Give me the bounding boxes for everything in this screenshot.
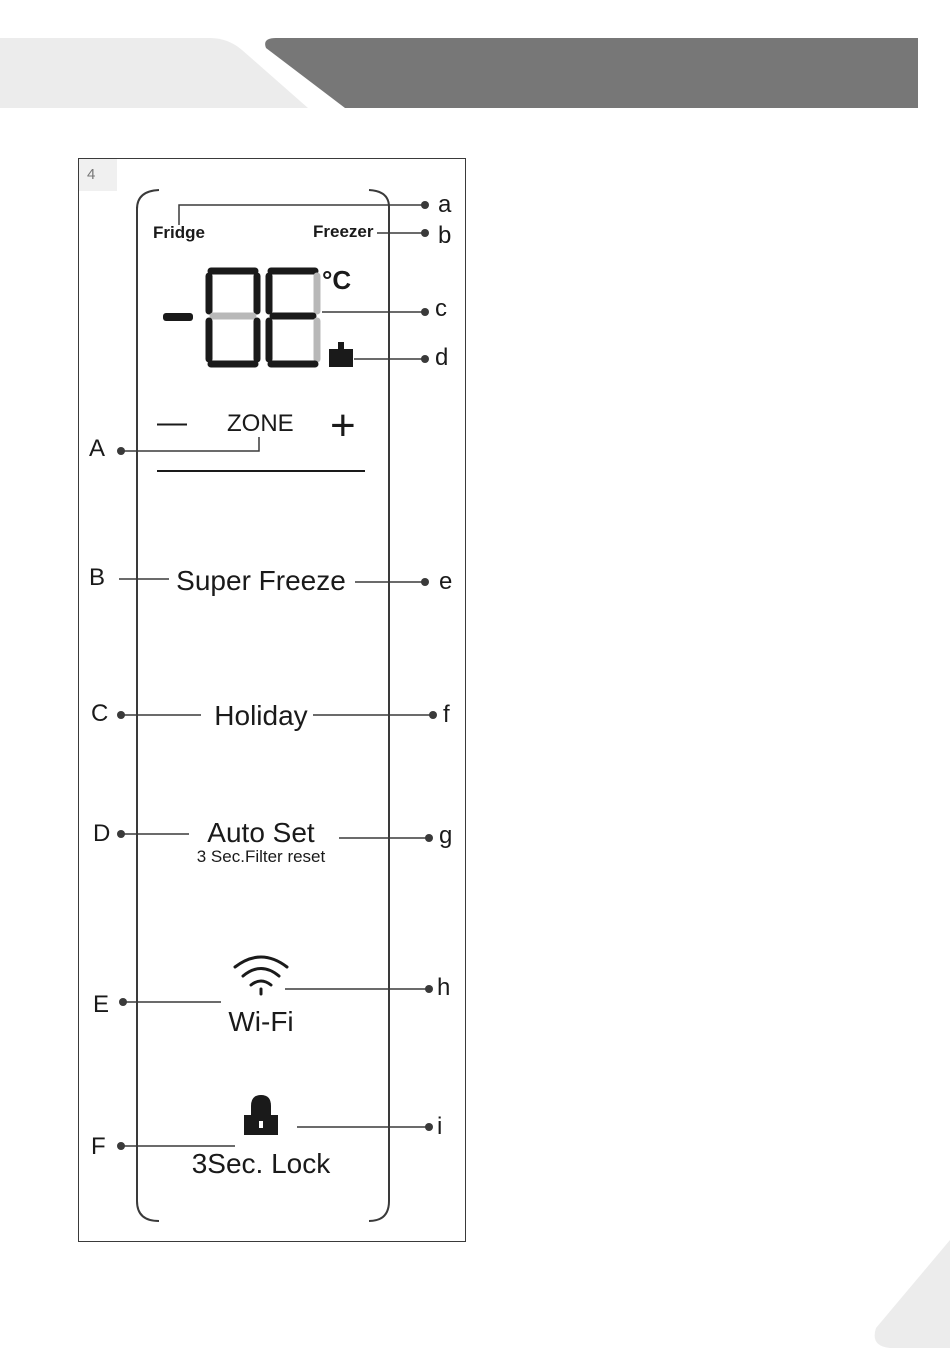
callout-A: A — [89, 435, 106, 462]
page-header — [0, 0, 950, 120]
callout-h: h — [437, 974, 451, 1001]
super-freeze-button[interactable]: Super Freeze — [176, 565, 346, 596]
callout-g: g — [439, 822, 453, 849]
callout-letters-left — [89, 435, 110, 1160]
callout-dots-right — [421, 201, 437, 1131]
auto-set-button[interactable]: Auto Set — [207, 817, 315, 848]
callout-letters-right — [435, 191, 452, 1140]
callout-i: i — [437, 1113, 443, 1140]
callout-B: B — [89, 564, 106, 591]
digit-2 — [269, 271, 317, 364]
zone-button[interactable]: ZONE — [227, 410, 294, 437]
callout-b: b — [438, 222, 452, 249]
fridge-label: Fridge — [153, 223, 205, 242]
lock-button[interactable]: 3Sec. Lock — [191, 1148, 331, 1179]
temperature-display — [163, 265, 351, 364]
callout-E: E — [93, 991, 110, 1018]
callout-a: a — [438, 191, 452, 218]
callout-lines-right — [179, 205, 433, 1127]
corner-tab — [860, 1230, 950, 1348]
control-panel-figure — [78, 158, 466, 1242]
filter-icon — [329, 342, 353, 367]
callout-e: e — [439, 568, 453, 595]
callout-C: C — [91, 700, 109, 727]
digit-1 — [209, 271, 257, 364]
header-bar — [265, 38, 918, 108]
callout-D: D — [93, 820, 111, 847]
lock-icon — [244, 1095, 278, 1135]
freezer-label: Freezer — [313, 222, 374, 241]
callout-F: F — [91, 1133, 106, 1160]
callout-dots-left — [117, 447, 127, 1150]
callout-lines-left — [119, 437, 259, 1146]
header-left-tab — [0, 38, 308, 108]
holiday-button[interactable]: Holiday — [214, 700, 308, 731]
auto-set-sublabel: 3 Sec.Filter reset — [196, 847, 326, 866]
celsius-unit: °C — [322, 265, 352, 295]
figure-number: 4 — [79, 159, 117, 191]
wifi-icon — [235, 957, 287, 994]
minus-button[interactable]: — — [157, 406, 187, 439]
plus-button[interactable]: + — [330, 401, 356, 450]
minus-segment — [163, 313, 193, 321]
callout-f: f — [443, 701, 450, 728]
callout-c: c — [435, 295, 447, 322]
wifi-button[interactable]: Wi-Fi — [228, 1006, 294, 1037]
callout-d: d — [435, 344, 449, 371]
